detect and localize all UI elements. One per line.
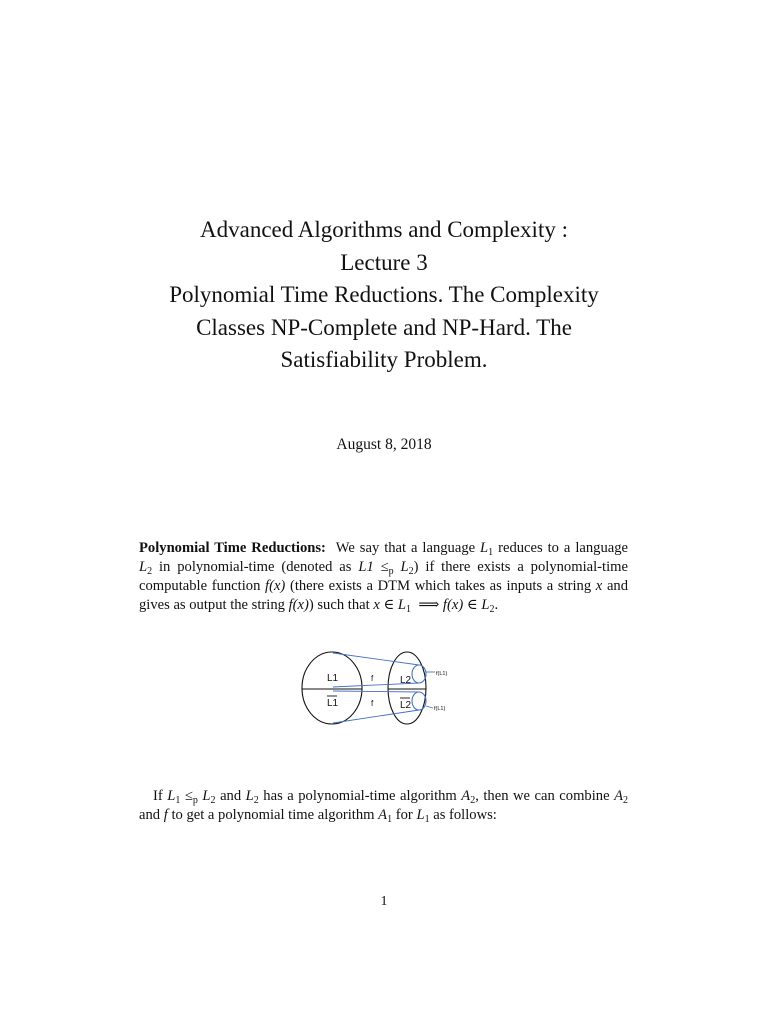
label-mid-top: f (371, 674, 374, 683)
math-var: f (163, 807, 168, 823)
math-var: L (400, 559, 409, 575)
math-var: A (378, 807, 388, 823)
body-text: has a polynomial-time algorithm (263, 788, 457, 804)
mapping-line (333, 691, 419, 692)
math-var: L (202, 788, 211, 804)
math-var: A (614, 788, 623, 804)
label-right-bottom: L2 (400, 700, 412, 711)
math-var: L (480, 540, 489, 556)
label-left-bottom: L1 (327, 698, 339, 709)
body-text: as follows: (433, 807, 497, 823)
math-sub: 1 (387, 814, 393, 825)
math-sub: 1 (406, 604, 412, 615)
definition-heading: Polynomial Time Reductions: (139, 540, 326, 556)
math-sub: 1 (488, 547, 494, 558)
math-var: L (139, 559, 148, 575)
math-sub: 2 (623, 795, 628, 806)
definition-text: and gives as output the string (139, 578, 629, 613)
document-date: August 8, 2018 (336, 436, 432, 453)
math-sub: 1 (175, 795, 181, 806)
mapping-line (333, 710, 419, 723)
definition-text: (there exists a DTM which takes as inputs a string (289, 578, 592, 594)
math-sub: p (388, 566, 394, 577)
document-title (0, 214, 768, 377)
definition-paragraph (139, 539, 628, 615)
math-var: x (373, 597, 380, 613)
page-number: 1 (380, 894, 388, 909)
definition-text: ) if there exists a polynomial-time computable function (139, 559, 628, 594)
definition-text: . (494, 597, 499, 613)
math-sub: 2 (489, 604, 495, 615)
math-var: f(x) (288, 597, 309, 613)
mapping-line (333, 653, 419, 665)
math-symbol: ≤ (184, 788, 193, 804)
reduction-diagram (300, 650, 470, 728)
definition-text: reduces to a language (498, 540, 628, 556)
math-sub: 2 (210, 795, 216, 806)
body-text: , then we can combine (475, 788, 610, 804)
math-sub: 2 (147, 566, 153, 577)
image-top-ellipse (412, 665, 426, 683)
math-symbol: ≤ (380, 559, 389, 575)
label-left-top: L1 (327, 673, 339, 684)
body-text: and (220, 788, 242, 804)
math-var: f(x) (265, 578, 286, 594)
definition-text: in polynomial-time (denoted as (159, 559, 352, 575)
math-var: L (397, 597, 407, 613)
math-var: L (416, 807, 425, 823)
label-image-bottom: f(L1) (434, 706, 446, 712)
label-right-top: L2 (400, 675, 412, 686)
math-sub: 2 (470, 795, 476, 806)
math-var: x (595, 578, 603, 594)
math-var: L1 (358, 559, 374, 575)
title-line-3: Polynomial Time Reductions. The Complexity (169, 282, 599, 307)
definition-text: We say that a language (335, 540, 476, 556)
definition-text: ) such that (308, 597, 370, 613)
math-symbol: ∈ (466, 597, 478, 613)
algorithm-paragraph (139, 787, 628, 825)
math-sub: p (192, 795, 198, 806)
math-sub: 2 (253, 795, 259, 806)
label-image-top: f(L1) (436, 671, 448, 677)
math-sub: 2 (408, 566, 414, 577)
title-line-4: Classes NP-Complete and NP-Hard. The (196, 314, 572, 340)
image-pointer (426, 706, 433, 708)
math-var: A (461, 788, 471, 804)
math-var: f(x) (442, 597, 464, 613)
body-text: If (153, 788, 163, 804)
title-line-1: Advanced Algorithms and Complexity : (200, 217, 568, 242)
math-var: L (481, 597, 490, 613)
right-ellipse (388, 652, 426, 724)
label-mid-bottom: f (371, 699, 374, 708)
body-text: and (139, 807, 161, 823)
math-var: L (245, 788, 254, 804)
math-symbol: ⟹ (418, 597, 440, 613)
math-symbol: ∈ (383, 597, 395, 613)
body-text: for (395, 807, 413, 823)
title-line-2: Lecture 3 (340, 249, 428, 275)
left-ellipse (302, 652, 362, 724)
title-line-5: Satisfiability Problem. (280, 347, 488, 372)
image-bottom-ellipse (412, 692, 426, 710)
math-var: L (167, 788, 176, 804)
math-sub: 1 (424, 814, 430, 825)
body-text: to get a polynomial time algorithm (171, 807, 375, 823)
